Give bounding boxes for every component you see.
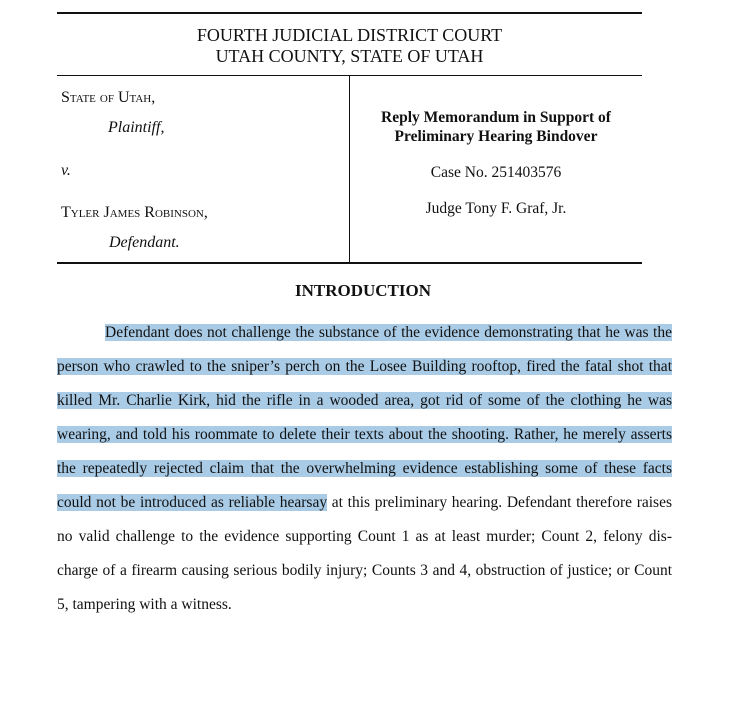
judge-name: Judge Tony F. Graf, Jr. bbox=[425, 200, 567, 217]
caption-bottom-rule bbox=[57, 262, 642, 264]
defendant-name: Tyler James Robinson, bbox=[61, 204, 208, 221]
highlighted-text[interactable]: Defendant does not challenge the substance of the evidence demonstrating that he was the person who crawled to the sniper’s perch on the Losee Building rooftop, fired the fatal shot that killed Mr. Charlie Kirk, hid the rifle in a wooded area, got rid of some of the clothing he was wearing, and told his roommate to delete their texts about the shooting. Rather, he merely asserts the repeatedly rejected claim that the overwhelming evidence establishing some of these facts could not be introduced as reliable hearsay bbox=[57, 324, 672, 511]
memo-title-line2: Preliminary Hearing Bindover bbox=[394, 128, 598, 145]
court-county: UTAH COUNTY, STATE OF UTAH bbox=[215, 46, 484, 66]
memo-title-line1: Reply Memorandum in Support of bbox=[381, 109, 611, 126]
top-rule bbox=[57, 12, 642, 14]
plaintiff-name: State of Utah, bbox=[61, 89, 156, 106]
section-heading: INTRODUCTION bbox=[294, 281, 432, 300]
paragraph-text: at this preliminary hearing. Defendant therefore raises no valid challenge to the evidence supporting Count 1 as at least murder; Count 2, felony discharge of a firearm causing serious bodily injury; Counts 3 and 4, obstruction of justice; or Count 5, tampering with a witness. bbox=[57, 494, 672, 613]
memo-title bbox=[350, 108, 642, 146]
introduction-paragraph bbox=[57, 316, 672, 622]
defendant-role: Defendant. bbox=[109, 234, 180, 251]
versus-label: v. bbox=[61, 162, 71, 179]
plaintiff-role: Plaintiff, bbox=[108, 119, 165, 136]
court-name: FOURTH JUDICIAL DISTRICT COURT bbox=[196, 25, 503, 45]
case-number: Case No. 251403576 bbox=[430, 164, 562, 181]
